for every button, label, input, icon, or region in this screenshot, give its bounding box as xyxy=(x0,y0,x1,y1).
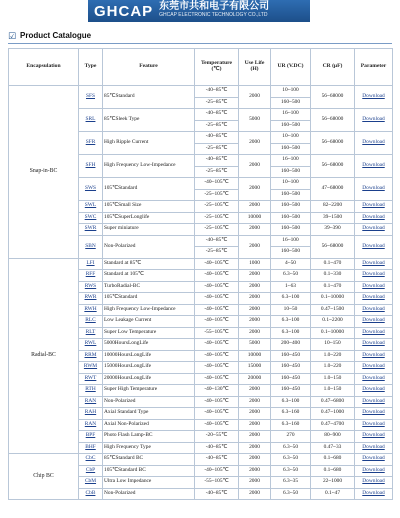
life-cell: 2000 xyxy=(239,477,271,489)
feature-cell: High Frequency Low-Impedance xyxy=(103,304,195,316)
table-row xyxy=(9,258,393,270)
capacitance-cell: 56~68000 xyxy=(311,132,355,155)
table-row xyxy=(9,454,393,466)
capacitance-cell: 0.47~4700 xyxy=(311,419,355,431)
capacitance-cell: 1.0~150 xyxy=(311,385,355,397)
feature-cell: Non-Polarized xyxy=(103,235,195,258)
life-cell: 2000 xyxy=(239,132,271,155)
voltage-cell: 6.3~100 xyxy=(271,396,311,408)
col-header-voltage: UR (V.DC) xyxy=(271,49,311,86)
temperature-cell: -40~105℃ xyxy=(195,419,239,431)
feature-cell: 105℃Standard xyxy=(103,178,195,201)
download-link[interactable]: Download xyxy=(355,488,393,500)
temperature-cell: -25~105℃ xyxy=(195,201,239,213)
section-divider xyxy=(8,43,392,44)
voltage-cell: 6.3~50 xyxy=(271,270,311,282)
type-cell[interactable]: RRM xyxy=(79,350,103,362)
col-header-life: Use Life (H) xyxy=(239,49,271,86)
temperature-cell: -40~105℃ xyxy=(195,350,239,362)
voltage-cell: 160~500 xyxy=(271,166,311,178)
temperature-cell: -40~85℃ xyxy=(195,454,239,466)
type-cell[interactable]: BHF xyxy=(79,442,103,454)
capacitance-cell: 0.47~33 xyxy=(311,442,355,454)
type-cell[interactable]: RWL xyxy=(79,339,103,351)
temperature-cell: -40~105℃ xyxy=(195,293,239,305)
voltage-cell: 160~500 xyxy=(271,143,311,155)
download-link[interactable]: Download xyxy=(355,477,393,489)
temperature-cell: -40~105℃ xyxy=(195,408,239,420)
voltage-cell: 10~50 xyxy=(271,304,311,316)
company-name-block xyxy=(159,2,269,20)
life-cell: 2000 xyxy=(239,235,271,258)
company-name-cn: 东莞市共和电子有限公司 xyxy=(159,1,270,12)
temperature-cell: -20~55℃ xyxy=(195,431,239,443)
col-header-type: Type xyxy=(79,49,103,86)
feature-cell: 10000HoursLongLife xyxy=(103,350,195,362)
type-cell[interactable]: SWC xyxy=(79,212,103,224)
type-cell[interactable]: RWT xyxy=(79,373,103,385)
temperature-cell: -25~105℃ xyxy=(195,189,239,201)
feature-cell: 105℃Standard BC xyxy=(103,465,195,477)
capacitance-cell: 10~150 xyxy=(311,339,355,351)
table-row xyxy=(9,86,393,98)
download-link[interactable]: Download xyxy=(355,258,393,270)
feature-cell: 105℃SuperLonglife xyxy=(103,212,195,224)
temperature-cell: -25~85℃ xyxy=(195,120,239,132)
life-cell: 2000 xyxy=(239,327,271,339)
type-cell[interactable]: SWR xyxy=(79,224,103,236)
temperature-cell: -25~105℃ xyxy=(195,212,239,224)
type-cell[interactable]: RWH xyxy=(79,304,103,316)
life-cell: 10000 xyxy=(239,350,271,362)
life-cell: 2000 xyxy=(239,281,271,293)
life-cell: 5000 xyxy=(239,109,271,132)
feature-cell: Non-Polarized xyxy=(103,488,195,500)
voltage-cell: 6.3~50 xyxy=(271,442,311,454)
download-link[interactable]: Download xyxy=(355,293,393,305)
type-cell[interactable]: RWR xyxy=(79,293,103,305)
temperature-cell: -40~105℃ xyxy=(195,316,239,328)
life-cell: 1000 xyxy=(239,258,271,270)
life-cell: 2000 xyxy=(239,155,271,178)
download-link[interactable]: Download xyxy=(355,442,393,454)
capacitance-cell: 0.47~1000 xyxy=(311,408,355,420)
temperature-cell: -40~105℃ xyxy=(195,373,239,385)
download-link[interactable]: Download xyxy=(355,327,393,339)
feature-cell: TurboRadial-BC xyxy=(103,281,195,293)
type-cell[interactable]: SRL xyxy=(79,109,103,132)
voltage-cell: 160~500 xyxy=(271,224,311,236)
download-link[interactable]: Download xyxy=(355,235,393,258)
life-cell: 15000 xyxy=(239,362,271,374)
type-cell[interactable]: SWL xyxy=(79,201,103,213)
life-cell: 2000 xyxy=(239,316,271,328)
download-link[interactable]: Download xyxy=(355,396,393,408)
voltage-cell: 1~63 xyxy=(271,281,311,293)
download-link[interactable]: Download xyxy=(355,109,393,132)
temperature-cell: -25~85℃ xyxy=(195,97,239,109)
capacitance-cell: 82~2200 xyxy=(311,201,355,213)
download-link[interactable]: Download xyxy=(355,339,393,351)
life-cell: 2000 xyxy=(239,419,271,431)
type-cell[interactable]: LFI xyxy=(79,258,103,270)
feature-cell: Axial Standard Type xyxy=(103,408,195,420)
capacitance-cell: 0.1~47 xyxy=(311,488,355,500)
capacitance-cell: 22~1000 xyxy=(311,477,355,489)
download-link[interactable]: Download xyxy=(355,270,393,282)
voltage-cell: 6.3~50 xyxy=(271,454,311,466)
download-link[interactable]: Download xyxy=(355,465,393,477)
feature-cell: 15000HoursLongLife xyxy=(103,362,195,374)
life-cell: 10000 xyxy=(239,212,271,224)
capacitance-cell: 1.0~150 xyxy=(311,373,355,385)
temperature-cell: -40~105℃ xyxy=(195,281,239,293)
feature-cell: Super Low Temperature xyxy=(103,327,195,339)
type-cell[interactable]: SWS xyxy=(79,178,103,201)
feature-cell: Standard at 85℃ xyxy=(103,258,195,270)
type-cell[interactable]: CbB xyxy=(79,488,103,500)
life-cell: 2000 xyxy=(239,293,271,305)
capacitance-cell: 1.0~220 xyxy=(311,362,355,374)
feature-cell: 105℃Small Size xyxy=(103,201,195,213)
capacitance-cell: 0.1~10000 xyxy=(311,293,355,305)
type-cell[interactable]: RTH xyxy=(79,385,103,397)
voltage-cell: 16~100 xyxy=(271,155,311,167)
col-header-capacitance: CR (μF) xyxy=(311,49,355,86)
download-link[interactable]: Download xyxy=(355,316,393,328)
voltage-cell: 160~450 xyxy=(271,385,311,397)
header-banner xyxy=(88,0,310,22)
capacitance-cell: 0.1~330 xyxy=(311,270,355,282)
life-cell: 2000 xyxy=(239,86,271,109)
type-cell[interactable]: RAN xyxy=(79,396,103,408)
download-link[interactable]: Download xyxy=(355,212,393,224)
temperature-cell: -40~105℃ xyxy=(195,304,239,316)
voltage-cell: 6.3~160 xyxy=(271,419,311,431)
temperature-cell: -40~85℃ xyxy=(195,488,239,500)
download-link[interactable]: Download xyxy=(355,178,393,201)
feature-cell: Non-Polarized xyxy=(103,396,195,408)
download-link[interactable]: Download xyxy=(355,408,393,420)
capacitance-cell: 0.1~680 xyxy=(311,465,355,477)
feature-cell: Standard at 105℃ xyxy=(103,270,195,282)
capacitance-cell: 80~900 xyxy=(311,431,355,443)
col-header-feature: Feature xyxy=(103,49,195,86)
life-cell: 2000 xyxy=(239,454,271,466)
life-cell: 2000 xyxy=(239,178,271,201)
company-logo: GHCAP xyxy=(94,2,154,20)
temperature-cell: -40~105℃ xyxy=(195,270,239,282)
feature-cell: Ultra Low Impedance xyxy=(103,477,195,489)
voltage-cell: 160~500 xyxy=(271,97,311,109)
type-cell[interactable]: CbP xyxy=(79,465,103,477)
download-link[interactable]: Download xyxy=(355,132,393,155)
feature-cell: 105℃Standard xyxy=(103,293,195,305)
download-link[interactable]: Download xyxy=(355,431,393,443)
voltage-cell: 160~500 xyxy=(271,189,311,201)
voltage-cell: 160~450 xyxy=(271,362,311,374)
feature-cell: High Ripple Current xyxy=(103,132,195,155)
capacitance-cell: 0.1~10000 xyxy=(311,327,355,339)
voltage-cell: 160~500 xyxy=(271,201,311,213)
voltage-cell: 6.3~100 xyxy=(271,327,311,339)
life-cell: 2000 xyxy=(239,224,271,236)
temperature-cell: -40~85℃ xyxy=(195,442,239,454)
temperature-cell: -40~85℃ xyxy=(195,132,239,144)
type-cell[interactable]: SFH xyxy=(79,155,103,178)
download-link[interactable]: Download xyxy=(355,86,393,109)
feature-cell: High Frequency Low-Impedance xyxy=(103,155,195,178)
voltage-cell: 160~500 xyxy=(271,247,311,259)
feature-cell: 5000HoursLongLife xyxy=(103,339,195,351)
download-link[interactable]: Download xyxy=(355,224,393,236)
life-cell: 2000 xyxy=(239,408,271,420)
col-header-application: Encapsulation xyxy=(9,49,79,86)
type-cell[interactable]: RFF xyxy=(79,270,103,282)
type-cell[interactable]: SFS xyxy=(79,86,103,109)
capacitance-cell: 56~68000 xyxy=(311,109,355,132)
voltage-cell: 6.3~100 xyxy=(271,316,311,328)
application-cell: Snap-in-BC xyxy=(9,86,79,259)
voltage-cell: 160~500 xyxy=(271,212,311,224)
temperature-cell: -40~85℃ xyxy=(195,86,239,98)
download-link[interactable]: Download xyxy=(355,419,393,431)
checkbox-icon: ☑ xyxy=(8,32,17,42)
capacitance-cell: 0.47~6800 xyxy=(311,396,355,408)
col-header-temperature: Temperature (℃) xyxy=(195,49,239,86)
voltage-cell: 160~450 xyxy=(271,350,311,362)
temperature-cell: -40~105℃ xyxy=(195,258,239,270)
life-cell: 2000 xyxy=(239,201,271,213)
life-cell: 2000 xyxy=(239,385,271,397)
voltage-cell: 6.3~50 xyxy=(271,465,311,477)
life-cell: 2000 xyxy=(239,465,271,477)
temperature-cell: -25~85℃ xyxy=(195,166,239,178)
voltage-cell: 10~100 xyxy=(271,132,311,144)
life-cell: 2000 xyxy=(239,488,271,500)
feature-cell: 85℃Standard BC xyxy=(103,454,195,466)
voltage-cell: 270 xyxy=(271,431,311,443)
download-link[interactable]: Download xyxy=(355,155,393,178)
voltage-cell: 6.3~50 xyxy=(271,488,311,500)
voltage-cell: 200~400 xyxy=(271,339,311,351)
voltage-cell: 160~500 xyxy=(271,120,311,132)
temperature-cell: -40~130℃ xyxy=(195,385,239,397)
capacitance-cell: 0.1~470 xyxy=(311,258,355,270)
application-cell: Radial-BC xyxy=(9,258,79,454)
type-cell[interactable]: RWS xyxy=(79,281,103,293)
capacitance-cell: 0.1~470 xyxy=(311,281,355,293)
voltage-cell: 16~100 xyxy=(271,109,311,121)
voltage-cell: 6.3~160 xyxy=(271,408,311,420)
temperature-cell: -25~85℃ xyxy=(195,247,239,259)
capacitance-cell: 56~68000 xyxy=(311,86,355,109)
voltage-cell: 160~450 xyxy=(271,373,311,385)
life-cell: 2000 xyxy=(239,304,271,316)
capacitance-cell: 1.0~220 xyxy=(311,350,355,362)
feature-cell: Super miniature xyxy=(103,224,195,236)
col-header-parameter: Parameter xyxy=(355,49,393,86)
life-cell: 2000 xyxy=(239,396,271,408)
voltage-cell: 6.3~100 xyxy=(271,293,311,305)
download-link[interactable]: Download xyxy=(355,454,393,466)
voltage-cell: 4~50 xyxy=(271,258,311,270)
section-header xyxy=(8,31,392,43)
capacitance-cell: 47~68000 xyxy=(311,178,355,201)
voltage-cell: 10~100 xyxy=(271,86,311,98)
life-cell: 5000 xyxy=(239,339,271,351)
feature-cell: 20000HoursLongLife xyxy=(103,373,195,385)
temperature-cell: -25~105℃ xyxy=(195,224,239,236)
feature-cell: Low Leakage Current xyxy=(103,316,195,328)
table-header-row xyxy=(9,49,393,86)
capacitance-cell: 0.1~2200 xyxy=(311,316,355,328)
capacitance-cell: 0.47~1500 xyxy=(311,304,355,316)
voltage-cell: 6.3~35 xyxy=(271,477,311,489)
type-cell[interactable]: CbM xyxy=(79,477,103,489)
temperature-cell: -25~85℃ xyxy=(195,143,239,155)
type-cell[interactable]: RLT xyxy=(79,327,103,339)
capacitance-cell: 39~390 xyxy=(311,224,355,236)
temperature-cell: -40~105℃ xyxy=(195,465,239,477)
capacitance-cell: 56~68000 xyxy=(311,155,355,178)
temperature-cell: -55~105℃ xyxy=(195,327,239,339)
temperature-cell: -40~105℃ xyxy=(195,396,239,408)
life-cell: 20000 xyxy=(239,373,271,385)
temperature-cell: -40~85℃ xyxy=(195,155,239,167)
company-name-en: GHCAP ELECTRONIC TECHNOLOGY CO.,LTD xyxy=(159,12,268,18)
temperature-cell: -40~85℃ xyxy=(195,235,239,247)
life-cell: 2000 xyxy=(239,270,271,282)
download-link[interactable]: Download xyxy=(355,362,393,374)
product-catalogue-table xyxy=(8,48,393,500)
download-link[interactable]: Download xyxy=(355,350,393,362)
type-cell[interactable]: SFR xyxy=(79,132,103,155)
type-cell[interactable]: RWM xyxy=(79,362,103,374)
type-cell[interactable]: RLC xyxy=(79,316,103,328)
capacitance-cell: 56~68000 xyxy=(311,235,355,258)
feature-cell: 85℃Sleek Type xyxy=(103,109,195,132)
feature-cell: High Frequency Type xyxy=(103,442,195,454)
capacitance-cell: 39~1500 xyxy=(311,212,355,224)
temperature-cell: -55~105℃ xyxy=(195,477,239,489)
life-cell: 2000 xyxy=(239,431,271,443)
feature-cell: Photo Flash Lamp-BC xyxy=(103,431,195,443)
capacitance-cell: 0.1~680 xyxy=(311,454,355,466)
download-link[interactable]: Download xyxy=(355,281,393,293)
section-title: Product Catalogue xyxy=(20,31,92,40)
type-cell[interactable]: RAH xyxy=(79,408,103,420)
download-link[interactable]: Download xyxy=(355,373,393,385)
download-link[interactable]: Download xyxy=(355,304,393,316)
temperature-cell: -40~85℃ xyxy=(195,109,239,121)
feature-cell: Super High Temperature xyxy=(103,385,195,397)
temperature-cell: -40~105℃ xyxy=(195,362,239,374)
feature-cell: Axial Non-Polarized xyxy=(103,419,195,431)
download-link[interactable]: Download xyxy=(355,201,393,213)
type-cell[interactable]: BPF xyxy=(79,431,103,443)
voltage-cell: 16~100 xyxy=(271,235,311,247)
voltage-cell: 10~100 xyxy=(271,178,311,190)
life-cell: 2000 xyxy=(239,442,271,454)
application-cell: Chip BC xyxy=(9,454,79,500)
type-cell[interactable]: RAN xyxy=(79,419,103,431)
type-cell[interactable]: SBN xyxy=(79,235,103,258)
temperature-cell: -40~105℃ xyxy=(195,339,239,351)
feature-cell: 85℃Standard xyxy=(103,86,195,109)
type-cell[interactable]: CbC xyxy=(79,454,103,466)
table-body xyxy=(9,86,393,500)
temperature-cell: -40~105℃ xyxy=(195,178,239,190)
download-link[interactable]: Download xyxy=(355,385,393,397)
